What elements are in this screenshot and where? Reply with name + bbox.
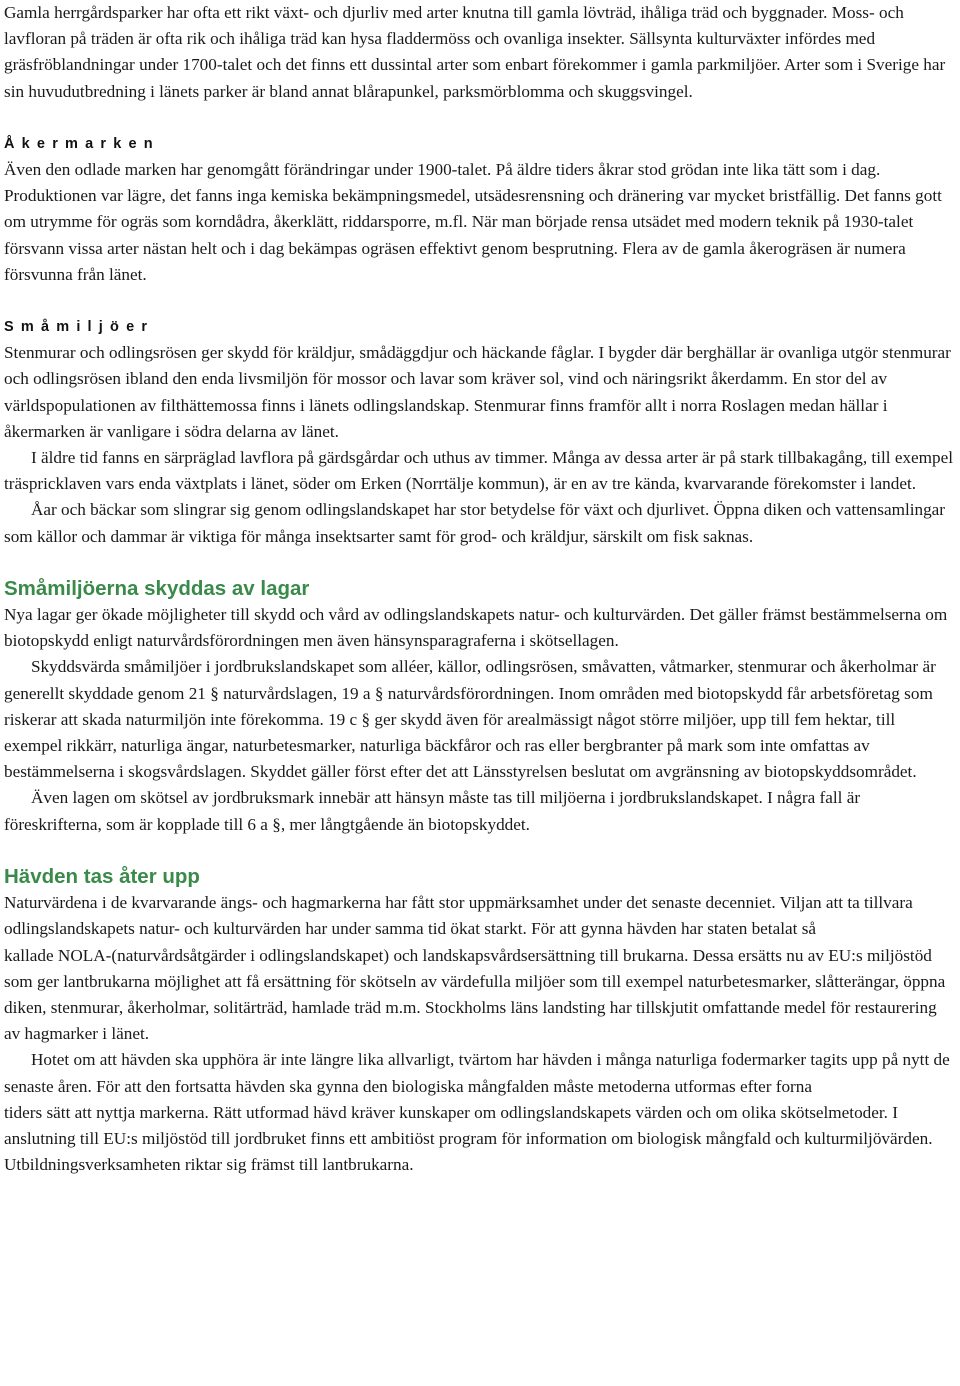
- havden-paragraph-1: Naturvärdena i de kvarvarande ängs- och hagmarkerna har fått stor uppmärksamhet under det senaste decenniet. Viljan att ta tillvara odlingslandskapets natur- och kulturvärden har under samma tid ökat starkt. För att gynna hävden har staten betalat så: [4, 893, 913, 939]
- intro-paragraph: Gamla herrgårdsparker har ofta ett rikt växt- och djurliv med arter knutna till gamla lövträd, ihåliga träd och byggnader. Moss- och lavfloran på träden är ofta rik och ihåliga träd kan hysa fladdermöss och ovanliga insekter. Sällsynta kulturväxter infördes med gräsfröblandningar under 1700-talet och det finns ett dussintal arter som enbart förekommer i gamla parkmiljöer. Arter som i Sverige har sin huvudutbredning i länets parker är bland annat blårapunkel, parksmörblomma och skuggsvingel.: [4, 3, 946, 101]
- spacer: [4, 550, 956, 576]
- skydd-heading: Småmiljöerna skyddas av lagar: [4, 576, 310, 600]
- spacer: [4, 105, 956, 131]
- skydd-paragraph-2: Skyddsvärda småmiljöer i jordbrukslandskapet som alléer, källor, odlingsrösen, småvatten, våtmarker, stenmurar och åkerholmar är generellt skyddade genom 21 § naturvårdslagen, 19 a § naturvårdsförordningen. Inom områden med biotopskydd får arbetsföretag som riskerar att skada naturmiljön inte förekomma. 19 c § ger skydd även för arealmässigt något större miljöer, upp till fem hektar, till exempel rikkärr, naturliga ängar, naturbetesmarker, naturliga bäckfåror och ras eller bergbranter på mark som inte omfattas av bestämmelserna i skogsvårdslagen. Skyddet gäller först efter det att Länsstyrelsen beslutat om avgränsning av biotopskyddsområdet.: [4, 657, 936, 782]
- akermarken-paragraph: Även den odlade marken har genomgått förändringar under 1900-talet. På äldre tiders åkrar stod grödan inte lika tätt som i dag. Produktionen var lägre, det fanns inga kemiska bekämpningsmedel, utsädesrensning och dränering var mycket bristfällig. Det fanns gott om utrymme för ogräs som korndådra, åkerklätt, riddarsporre, m.fl. När man började rensa utsädet med modern teknik på 1930-talet försvann vissa arter nästan helt och i dag bekämpas ogräsen effektivt genom besprutning. Flera av de gamla åkerogräsen är numera försvunna från länet.: [4, 160, 942, 284]
- skydd-paragraph-1: Nya lagar ger ökade möjligheter till skydd och vård av odlingslandskapets natur- och kulturvärden. Det gäller främst bestämmelserna om biotopskydd enligt naturvårdsförordningen men även hänsynsparagraferna i skötsellagen.: [4, 605, 948, 651]
- smamiljoer-paragraph-2: I äldre tid fanns en särpräglad lavflora på gärdsgårdar och uthus av timmer. Många av dessa arter är på stark tillbakagång, till exempel träspricklaven vars enda växtplats i länet, söder om Erken (Norrtälje kommun), är en av tre kända, kvarvarande förekomster i landet.: [4, 448, 954, 494]
- akermarken-heading: Åkermarken: [4, 135, 160, 152]
- smamiljoer-heading: Småmiljöer: [4, 319, 155, 336]
- havden-paragraph-3: Hotet om att hävden ska upphöra är inte längre lika allvarligt, tvärtom har hävden i många naturliga fodermarker tagits upp på nytt de senaste åren. För att den fortsatta hävden ska gynna den biologiska mångfalden måste metoderna utformas efter forna: [4, 1050, 950, 1096]
- havden-heading: Hävden tas åter upp: [4, 864, 200, 888]
- havden-paragraph-2: kallade NOLA-(naturvårdsåtgärder i odlingslandskapet) och landskapsvårdsersättning till brukarna. Dessa ersätts nu av EU:s miljöstöd som ger lantbrukarna möjlighet att få ersättning för skötseln av värdefulla miljöer som till exempel naturbetesmarker, slåtterängar, öppna diken, stenmurar, åkerholmar, solitärträd, hamlade träd m.m. Stockholms läns landsting har tillskjutit omfattande medel för restaurering av hagmarker i länet.: [4, 945, 946, 1044]
- havden-paragraph-4: tiders sätt att nyttja markerna. Rätt utformad hävd kräver kunskaper om odlingslandskapets värden och om olika skötselmetoder. I anslutning till EU:s miljöstöd till jordbruket finns ett ambitiöst program för information om biologisk mångfald och kulturmiljövärden. Utbildningsverksamheten riktar sig främst till lantbrukarna.: [4, 1102, 933, 1175]
- document-page: [4, 0, 956, 1178]
- smamiljoer-paragraph-3: Åar och bäckar som slingrar sig genom odlingslandskapet har stor betydelse för växt och djurlivet. Öppna diken och vattensamlingar som källor och dammar är viktiga för många insektsarter samt för grod- och kräldjur, särskilt om fisk saknas.: [4, 500, 946, 546]
- smamiljoer-paragraph-1: Stenmurar och odlingsrösen ger skydd för kräldjur, smådäggdjur och häckande fåglar. I bygder där berghällar är ovanliga utgör stenmurar och odlingsrösen ibland den enda livsmiljön för mossor och lavar som kräver sol, vind och näringsrikt åkerdamm. En stor del av världspopulationen av filthättemossa finns i länets odlingslandskap. Stenmurar finns framför allt i norra Roslagen medan hällar i åkermarken är vanligare i södra delarna av länet.: [4, 343, 951, 441]
- spacer: [4, 288, 956, 314]
- skydd-paragraph-3: Även lagen om skötsel av jordbruksmark innebär att hänsyn måste tas till miljöerna i jordbrukslandskapet. I några fall är föreskrifterna, som är kopplade till 6 a §, mer långtgående än biotopskyddet.: [4, 788, 861, 834]
- spacer: [4, 838, 956, 864]
